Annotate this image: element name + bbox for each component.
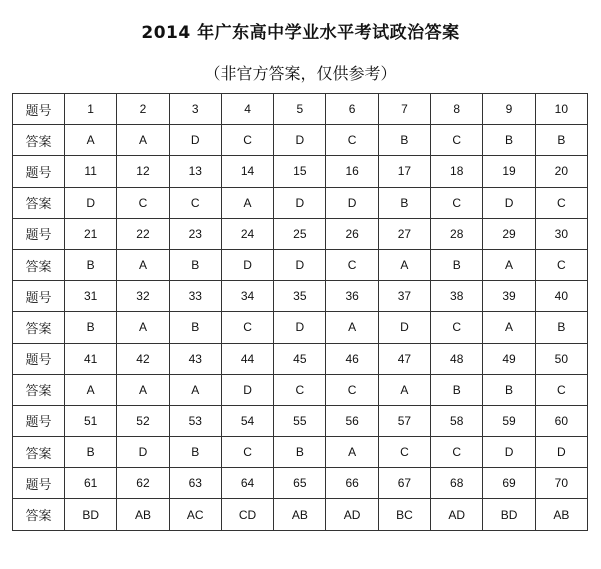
question-number-cell: 57 (378, 405, 430, 436)
question-number-cell: 44 (221, 343, 273, 374)
answer-cell: C (431, 187, 483, 218)
answer-cell: C (535, 374, 587, 405)
question-number-cell: 16 (326, 156, 378, 187)
answer-cell: D (483, 437, 535, 468)
question-number-cell: 53 (169, 405, 221, 436)
question-number-cell: 10 (535, 94, 587, 125)
answer-cell: D (274, 187, 326, 218)
row-header-cell: 题号 (13, 156, 65, 187)
answer-cell: C (535, 187, 587, 218)
answer-cell: D (65, 187, 117, 218)
answer-cell: D (221, 374, 273, 405)
answer-cell: AC (169, 499, 221, 530)
answer-cell: D (326, 187, 378, 218)
question-number-cell: 26 (326, 218, 378, 249)
question-number-cell: 50 (535, 343, 587, 374)
answer-cell: B (535, 312, 587, 343)
row-header-cell: 答案 (13, 374, 65, 405)
question-number-cell: 68 (431, 468, 483, 499)
question-number-cell: 61 (65, 468, 117, 499)
question-number-cell: 65 (274, 468, 326, 499)
question-number-cell: 27 (378, 218, 430, 249)
answer-cell: D (117, 437, 169, 468)
answer-cell: D (274, 125, 326, 156)
question-number-cell: 46 (326, 343, 378, 374)
question-number-cell: 52 (117, 405, 169, 436)
question-number-cell: 69 (483, 468, 535, 499)
question-number-cell: 43 (169, 343, 221, 374)
answer-cell: C (326, 125, 378, 156)
question-number-cell: 2 (117, 94, 169, 125)
question-number-cell: 22 (117, 218, 169, 249)
answer-cell: D (378, 312, 430, 343)
question-number-cell: 66 (326, 468, 378, 499)
question-number-cell: 32 (117, 281, 169, 312)
question-number-cell: 6 (326, 94, 378, 125)
question-number-cell: 14 (221, 156, 273, 187)
question-number-row (13, 94, 588, 125)
document-subtitle: （非官方答案，仅供参考） (204, 64, 397, 83)
question-number-cell: 36 (326, 281, 378, 312)
answer-cell: D (535, 437, 587, 468)
answer-cell: B (169, 249, 221, 280)
answer-cell: C (221, 437, 273, 468)
answer-cell: AB (535, 499, 587, 530)
answer-row (13, 312, 588, 343)
answer-cell: A (221, 187, 273, 218)
question-number-cell: 59 (483, 405, 535, 436)
answer-cell: D (483, 187, 535, 218)
answer-cell: BD (65, 499, 117, 530)
question-number-cell: 35 (274, 281, 326, 312)
question-number-cell: 4 (221, 94, 273, 125)
question-number-cell: 33 (169, 281, 221, 312)
answer-cell: B (65, 249, 117, 280)
question-number-cell: 41 (65, 343, 117, 374)
row-header-cell: 题号 (13, 281, 65, 312)
answer-cell: C (378, 437, 430, 468)
answer-cell: B (169, 437, 221, 468)
question-number-cell: 48 (431, 343, 483, 374)
answer-cell: B (431, 249, 483, 280)
question-number-cell: 54 (221, 405, 273, 436)
answer-cell: B (378, 187, 430, 218)
answer-cell: C (169, 187, 221, 218)
row-header-cell: 答案 (13, 499, 65, 530)
question-number-cell: 45 (274, 343, 326, 374)
question-number-cell: 5 (274, 94, 326, 125)
question-number-row (13, 343, 588, 374)
question-number-cell: 29 (483, 218, 535, 249)
question-number-cell: 12 (117, 156, 169, 187)
question-number-cell: 34 (221, 281, 273, 312)
answer-cell: D (221, 249, 273, 280)
answer-cell: A (117, 249, 169, 280)
answer-row (13, 437, 588, 468)
answer-cell: B (431, 374, 483, 405)
question-number-row (13, 468, 588, 499)
answer-cell: B (378, 125, 430, 156)
answer-cell: CD (221, 499, 273, 530)
answer-cell: C (117, 187, 169, 218)
question-number-cell: 20 (535, 156, 587, 187)
question-number-cell: 56 (326, 405, 378, 436)
question-number-cell: 3 (169, 94, 221, 125)
answer-cell: A (378, 249, 430, 280)
answer-row (13, 249, 588, 280)
answer-cell: C (431, 437, 483, 468)
question-number-cell: 47 (378, 343, 430, 374)
answer-cell: A (378, 374, 430, 405)
answer-cell: A (117, 374, 169, 405)
question-number-cell: 1 (65, 94, 117, 125)
answer-cell: AD (326, 499, 378, 530)
question-number-cell: 13 (169, 156, 221, 187)
row-header-cell: 题号 (13, 405, 65, 436)
answer-cell: D (274, 312, 326, 343)
row-header-cell: 答案 (13, 187, 65, 218)
answer-cell: A (483, 312, 535, 343)
question-number-cell: 7 (378, 94, 430, 125)
question-number-cell: 67 (378, 468, 430, 499)
question-number-cell: 23 (169, 218, 221, 249)
question-number-row (13, 156, 588, 187)
answer-cell: D (274, 249, 326, 280)
row-header-cell: 题号 (13, 468, 65, 499)
answer-cell: A (65, 374, 117, 405)
question-number-row (13, 405, 588, 436)
question-number-cell: 70 (535, 468, 587, 499)
answer-table (12, 93, 588, 531)
answer-cell: C (221, 312, 273, 343)
question-number-cell: 58 (431, 405, 483, 436)
row-header-cell: 答案 (13, 312, 65, 343)
question-number-cell: 15 (274, 156, 326, 187)
question-number-row (13, 218, 588, 249)
row-header-cell: 答案 (13, 437, 65, 468)
row-header-cell: 题号 (13, 343, 65, 374)
answer-cell: B (274, 437, 326, 468)
answer-cell: BC (378, 499, 430, 530)
answer-cell: AB (274, 499, 326, 530)
answer-cell: A (169, 374, 221, 405)
question-number-cell: 25 (274, 218, 326, 249)
answer-cell: B (483, 125, 535, 156)
answer-cell: B (65, 312, 117, 343)
answer-cell: A (117, 312, 169, 343)
answer-cell: A (326, 437, 378, 468)
answer-cell: A (483, 249, 535, 280)
answer-cell: B (169, 312, 221, 343)
question-number-cell: 9 (483, 94, 535, 125)
answer-cell: C (221, 125, 273, 156)
question-number-cell: 39 (483, 281, 535, 312)
answer-row (13, 125, 588, 156)
answer-cell: C (431, 312, 483, 343)
answer-cell: C (535, 249, 587, 280)
answer-cell: AD (431, 499, 483, 530)
answer-row (13, 187, 588, 218)
question-number-cell: 37 (378, 281, 430, 312)
question-number-cell: 64 (221, 468, 273, 499)
question-number-cell: 62 (117, 468, 169, 499)
answer-cell: C (274, 374, 326, 405)
question-number-cell: 38 (431, 281, 483, 312)
answer-cell: BD (483, 499, 535, 530)
question-number-cell: 49 (483, 343, 535, 374)
question-number-cell: 28 (431, 218, 483, 249)
answer-row (13, 374, 588, 405)
answer-cell: A (117, 125, 169, 156)
question-number-cell: 51 (65, 405, 117, 436)
answer-cell: A (326, 312, 378, 343)
answer-row (13, 499, 588, 530)
question-number-cell: 30 (535, 218, 587, 249)
question-number-cell: 60 (535, 405, 587, 436)
question-number-cell: 21 (65, 218, 117, 249)
question-number-cell: 19 (483, 156, 535, 187)
question-number-cell: 42 (117, 343, 169, 374)
row-header-cell: 答案 (13, 249, 65, 280)
question-number-row (13, 281, 588, 312)
question-number-cell: 55 (274, 405, 326, 436)
row-header-cell: 题号 (13, 218, 65, 249)
question-number-cell: 63 (169, 468, 221, 499)
answer-cell: B (535, 125, 587, 156)
answer-cell: B (65, 437, 117, 468)
answer-cell: A (65, 125, 117, 156)
row-header-cell: 题号 (13, 94, 65, 125)
question-number-cell: 31 (65, 281, 117, 312)
question-number-cell: 8 (431, 94, 483, 125)
document-title: 2014 年广东高中学业水平考试政治答案 (141, 23, 460, 43)
question-number-cell: 11 (65, 156, 117, 187)
question-number-cell: 18 (431, 156, 483, 187)
answer-cell: C (326, 249, 378, 280)
question-number-cell: 17 (378, 156, 430, 187)
answer-cell: C (431, 125, 483, 156)
question-number-cell: 40 (535, 281, 587, 312)
question-number-cell: 24 (221, 218, 273, 249)
answer-cell: B (483, 374, 535, 405)
answer-table-body (13, 94, 588, 531)
answer-cell: D (169, 125, 221, 156)
answer-cell: AB (117, 499, 169, 530)
row-header-cell: 答案 (13, 125, 65, 156)
answer-cell: C (326, 374, 378, 405)
